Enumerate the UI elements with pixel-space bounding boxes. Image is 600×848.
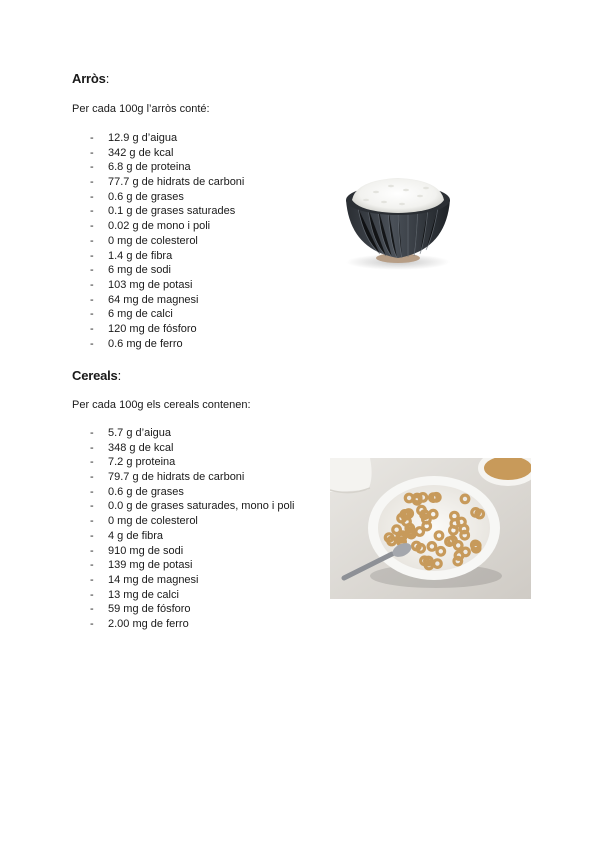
cereals-nutrient-item [90, 529, 295, 544]
list-dash: - [90, 427, 94, 439]
list-dash: - [90, 234, 94, 247]
rice-nutrient-item [90, 278, 244, 293]
cereals-nutrient-item [90, 426, 295, 441]
list-dash: - [90, 308, 94, 321]
list-dash: - [90, 588, 94, 601]
list-dash: - [90, 337, 94, 350]
rice-nutrient-item [90, 249, 244, 264]
list-dash: - [90, 529, 94, 542]
nutrient-text: 1.4 g de fibra [108, 249, 173, 262]
list-dash: - [90, 293, 94, 306]
rice-title-colon: : [105, 71, 110, 86]
cereals-nutrient-item [90, 617, 295, 632]
list-dash: - [90, 278, 94, 291]
rice-nutrient-item [90, 307, 244, 322]
list-dash: - [90, 603, 94, 616]
nutrient-text: 0.02 g de mono i poli [108, 220, 211, 233]
list-dash: - [90, 441, 94, 454]
nutrient-text: 348 g de kcal [108, 441, 174, 454]
rice-bowl-image [336, 170, 460, 272]
rice-heading [72, 71, 109, 86]
rice-nutrient-item [90, 160, 244, 175]
cereals-title: Cereals [72, 368, 118, 383]
nutrient-text: 13 mg de calci [108, 588, 179, 601]
cereals-nutrient-item [90, 514, 295, 529]
nutrient-text: 6.8 g de proteina [108, 161, 191, 174]
nutrient-text: 59 mg de fósforo [108, 603, 191, 616]
nutrient-text: 5.7 g d’aigua [108, 427, 171, 439]
list-dash: - [90, 485, 94, 498]
list-dash: - [90, 456, 94, 469]
rice-nutrient-item [90, 204, 244, 219]
nutrient-text: 910 mg de sodi [108, 544, 184, 557]
rice-nutrient-item [90, 219, 244, 234]
cereal-bowl-image [330, 458, 531, 599]
nutrient-text: 120 mg de fósforo [108, 322, 197, 335]
list-dash: - [90, 471, 94, 484]
cereals-nutrient-item [90, 544, 295, 559]
cereals-intro: Per cada 100g els cereals contenen: [72, 399, 251, 411]
nutrient-text: 0 mg de colesterol [108, 515, 198, 528]
nutrient-text: 7.2 g proteina [108, 456, 176, 469]
list-dash: - [90, 500, 94, 513]
cereals-nutrient-item [90, 573, 295, 588]
list-dash: - [90, 617, 94, 630]
rice-nutrient-item [90, 131, 244, 146]
cereals-nutrient-list [90, 426, 295, 632]
nutrient-text: 342 g de kcal [108, 146, 174, 159]
list-dash: - [90, 573, 94, 586]
nutrient-text: 6 mg de sodi [108, 264, 171, 277]
cereals-nutrient-item [90, 470, 295, 485]
rice-title: Arròs [72, 71, 106, 86]
cereals-nutrient-item [90, 499, 295, 514]
list-dash: - [90, 220, 94, 233]
cereals-heading [72, 368, 121, 383]
cereals-nutrient-item [90, 441, 295, 456]
nutrient-text: 0.6 g de grases [108, 485, 184, 498]
list-dash: - [90, 132, 94, 144]
nutrient-text: 0.1 g de grases saturades [108, 205, 236, 218]
list-dash: - [90, 544, 94, 557]
nutrient-text: 4 g de fibra [108, 529, 164, 542]
list-dash: - [90, 249, 94, 262]
rice-nutrient-item [90, 263, 244, 278]
list-dash: - [90, 176, 94, 189]
rice-intro: Per cada 100g l’arròs conté: [72, 103, 210, 115]
nutrient-text: 64 mg de magnesi [108, 293, 199, 306]
nutrient-text: 2.00 mg de ferro [108, 617, 189, 630]
nutrient-text: 139 mg de potasi [108, 559, 193, 572]
rice-nutrient-item [90, 293, 244, 308]
nutrient-text: 14 mg de magnesi [108, 573, 199, 586]
rice-nutrient-item [90, 146, 244, 161]
cereals-title-colon: : [117, 368, 122, 383]
cereals-nutrient-item [90, 602, 295, 617]
list-dash: - [90, 515, 94, 528]
cereals-nutrient-item [90, 558, 295, 573]
cereals-nutrient-item [90, 455, 295, 470]
rice-nutrient-item [90, 322, 244, 337]
rice-nutrient-item [90, 234, 244, 249]
rice-nutrient-item [90, 175, 244, 190]
nutrient-text: 0.6 mg de ferro [108, 337, 183, 350]
list-dash: - [90, 559, 94, 572]
nutrient-text: 79.7 g de hidrats de carboni [108, 471, 245, 484]
list-dash: - [90, 322, 94, 335]
cereals-nutrient-item [90, 485, 295, 500]
rice-nutrient-list [90, 131, 244, 351]
list-dash: - [90, 146, 94, 159]
list-dash: - [90, 264, 94, 277]
nutrient-text: 0.6 g de grases [108, 190, 184, 203]
nutrient-text: 12.9 g d’aigua [108, 132, 178, 144]
nutrient-text: 0.0 g de grases saturades, mono i poli [108, 500, 295, 513]
rice-nutrient-item [90, 190, 244, 205]
nutrient-text: 77.7 g de hidrats de carboni [108, 176, 245, 189]
nutrient-text: 103 mg de potasi [108, 278, 193, 291]
nutrient-text: 0 mg de colesterol [108, 234, 198, 247]
list-dash: - [90, 205, 94, 218]
list-dash: - [90, 190, 94, 203]
nutrient-text: 6 mg de calci [108, 308, 173, 321]
list-dash: - [90, 161, 94, 174]
cereals-nutrient-item [90, 588, 295, 603]
rice-nutrient-item [90, 337, 244, 352]
